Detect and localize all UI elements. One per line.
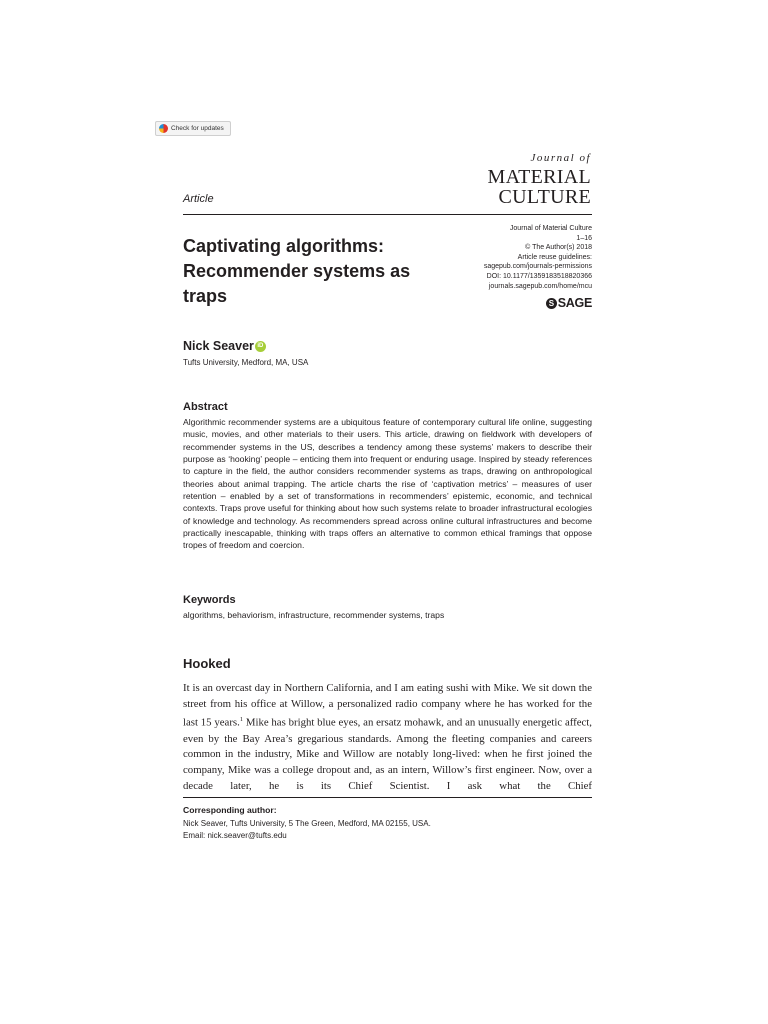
sage-wordmark: SAGE xyxy=(557,296,592,310)
meta-permissions-link[interactable]: sagepub.com/journals-permissions xyxy=(483,263,592,271)
abstract-heading: Abstract xyxy=(183,401,228,413)
journal-name-line1: MATERIAL xyxy=(487,166,591,188)
body-text-part2: Mike has bright blue eyes, an ersatz mohawk, and an unusually energetic affect, even by the Bay Area’s gregarious standards. Among the fleeting companies and careers common in the industry, Mike and Willow are notably long-lived: when he first joined the company, Mike was a college dropout and, as an intern, Willow’s first engineer. Now, over a decade later, he is its Chief Scientist. I ask what the Chief xyxy=(183,717,593,792)
sage-logo xyxy=(546,296,592,310)
footnote-marker[interactable]: 1 xyxy=(239,716,244,724)
journal-of-label: Journal of xyxy=(530,152,591,164)
meta-pages: 1–16 xyxy=(576,234,592,242)
footnote-divider xyxy=(183,797,592,798)
check-for-updates-label: Check for updates xyxy=(171,125,224,132)
article-title: Captivating algorithms: Recommender systems as traps xyxy=(183,236,411,306)
publication-meta xyxy=(484,224,592,291)
corresponding-email[interactable]: Email: nick.seaver@tufts.edu xyxy=(183,831,287,840)
body-text-part1: It is an overcast day in Northern California, and I am eating sushi with Mike. We sit down the street from his office at Willow, a personalized radio company where he has worked for the last 15 years. xyxy=(183,682,592,729)
body-paragraph xyxy=(183,681,592,795)
author-name-row xyxy=(183,339,266,353)
sage-icon: S xyxy=(546,298,557,309)
author-affiliation: Tufts University, Medford, MA, USA xyxy=(183,358,309,367)
article-type: Article xyxy=(183,193,214,205)
corresponding-author-heading: Corresponding author: xyxy=(183,805,277,815)
meta-copyright: © The Author(s) 2018 xyxy=(525,244,592,252)
meta-doi[interactable]: DOI: 10.1177/1359183518820366 xyxy=(486,272,592,280)
journal-name-line2: CULTURE xyxy=(498,186,591,208)
header-divider xyxy=(183,214,592,215)
orcid-icon[interactable]: iD xyxy=(255,341,266,352)
author-name: Nick Seaver xyxy=(183,339,254,353)
check-for-updates-button[interactable] xyxy=(155,121,231,136)
keywords-heading: Keywords xyxy=(183,594,236,606)
abstract-text: Algorithmic recommender systems are a ubiquitous feature of contemporary cultural life online, suggesting music, movies, and other materials to their users. This article, drawing on fieldwork with developers of recommender systems in the US, describes a tendency among these systems’ makers to describe their purpose as ‘hooking’ people – enticing them into frequent or enduring usage. Inspired by steady references to capture in the field, the author considers recommender systems as traps, drawing on anthropological theories about animal trapping. The article charts the rise of ‘captivation metrics’ – measures of user retention – enabled by a set of transformations in recommenders’ epistemic, economic, and technical contexts. Traps prove useful for thinking about how such systems relate to broader infrastructural ecologies of knowledge and technology. As recommenders spread across online cultural infrastructures and become practically inescapable, thinking with traps offers an alternative to common ethical framings that oppose tropes of freedom and coercion. xyxy=(183,417,592,551)
meta-journal-link[interactable]: journals.sagepub.com/home/mcu xyxy=(488,282,592,290)
section-heading: Hooked xyxy=(183,656,231,671)
corresponding-address: Nick Seaver, Tufts University, 5 The Green, Medford, MA 02155, USA. xyxy=(183,819,431,828)
meta-reuse-label: Article reuse guidelines: xyxy=(517,253,592,261)
journal-name xyxy=(487,167,591,207)
crossmark-icon xyxy=(159,124,168,133)
meta-journal: Journal of Material Culture xyxy=(509,225,592,232)
keywords-text: algorithms, behaviorism, infrastructure, recommender systems, traps xyxy=(183,610,445,620)
